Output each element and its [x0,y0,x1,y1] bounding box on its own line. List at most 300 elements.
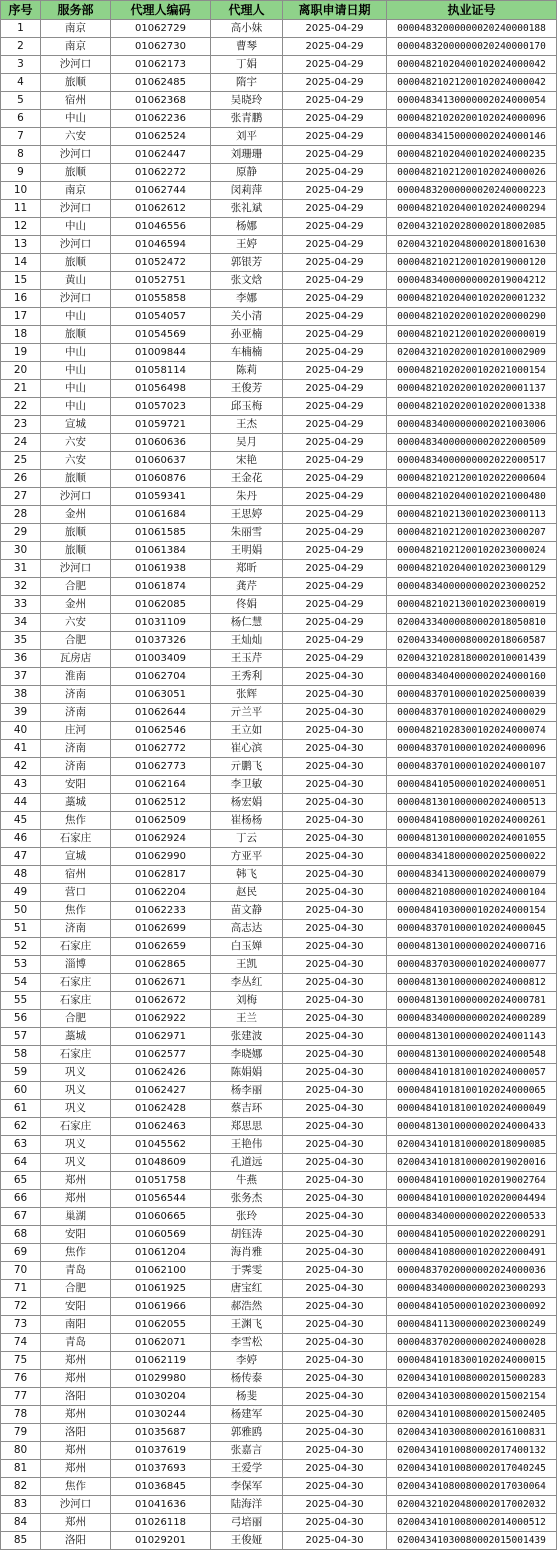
cell-service-dept: 中山 [41,398,111,416]
cell-service-dept: 安阳 [41,776,111,794]
cell-resign-date: 2025-04-30 [283,992,387,1010]
cell-resign-date: 2025-04-30 [283,1316,387,1334]
cell-index: 14 [1,254,41,272]
cell-resign-date: 2025-04-29 [283,146,387,164]
cell-license-no: 00004821028300102024000074 [387,722,557,740]
table-row [1,1298,557,1316]
cell-service-dept: 郑州 [41,1406,111,1424]
cell-index: 29 [1,524,41,542]
table-row [1,1190,557,1208]
cell-index: 26 [1,470,41,488]
cell-index: 17 [1,308,41,326]
cell-agent-name: 刘梅 [211,992,283,1010]
table-row [1,74,557,92]
cell-index: 71 [1,1280,41,1298]
table-row [1,632,557,650]
cell-agent-code: 01029980 [111,1370,211,1388]
cell-agent-code: 01037326 [111,632,211,650]
cell-index: 62 [1,1118,41,1136]
cell-index: 56 [1,1010,41,1028]
cell-agent-code: 01062428 [111,1100,211,1118]
cell-agent-name: 刘平 [211,128,283,146]
table-row [1,236,557,254]
cell-resign-date: 2025-04-29 [283,308,387,326]
cell-agent-name: 李丛红 [211,974,283,992]
cell-license-no: 00004821020400102020001232 [387,290,557,308]
cell-agent-code: 01030204 [111,1388,211,1406]
cell-index: 46 [1,830,41,848]
cell-service-dept: 黄山 [41,272,111,290]
cell-agent-name: 车楠楠 [211,344,283,362]
cell-index: 3 [1,56,41,74]
cell-agent-code: 01062922 [111,1010,211,1028]
cell-index: 58 [1,1046,41,1064]
cell-agent-name: 高小妹 [211,20,283,38]
cell-agent-name: 郑昕 [211,560,283,578]
cell-resign-date: 2025-04-30 [283,1100,387,1118]
cell-index: 70 [1,1262,41,1280]
table-row [1,218,557,236]
cell-service-dept: 沙河口 [41,290,111,308]
cell-index: 22 [1,398,41,416]
cell-license-no: 00004837010000102024000029 [387,704,557,722]
cell-agent-name: 张建波 [211,1028,283,1046]
cell-agent-code: 01062071 [111,1334,211,1352]
cell-agent-code: 01041636 [111,1496,211,1514]
cell-service-dept: 旅顺 [41,164,111,182]
cell-resign-date: 2025-04-30 [283,1136,387,1154]
cell-agent-name: 杨建军 [211,1406,283,1424]
cell-agent-code: 01060665 [111,1208,211,1226]
cell-resign-date: 2025-04-29 [283,362,387,380]
cell-index: 79 [1,1424,41,1442]
cell-service-dept: 济南 [41,920,111,938]
cell-agent-code: 01035687 [111,1424,211,1442]
table-row [1,704,557,722]
cell-resign-date: 2025-04-30 [283,758,387,776]
table-row [1,974,557,992]
cell-index: 47 [1,848,41,866]
cell-service-dept: 石家庄 [41,1046,111,1064]
cell-agent-name: 朱丹 [211,488,283,506]
cell-index: 54 [1,974,41,992]
table-row [1,272,557,290]
cell-agent-name: 王爱学 [211,1460,283,1478]
cell-license-no: 00004813010000002024000433 [387,1118,557,1136]
cell-agent-name: 蔡吉环 [211,1100,283,1118]
cell-resign-date: 2025-04-29 [283,92,387,110]
table-row [1,740,557,758]
cell-resign-date: 2025-04-30 [283,1118,387,1136]
cell-service-dept: 巩义 [41,1136,111,1154]
cell-agent-code: 01003409 [111,650,211,668]
cell-agent-name: 高志达 [211,920,283,938]
cell-service-dept: 石家庄 [41,992,111,1010]
cell-agent-name: 王婷 [211,236,283,254]
cell-index: 45 [1,812,41,830]
cell-service-dept: 巩义 [41,1082,111,1100]
cell-agent-code: 01058114 [111,362,211,380]
cell-license-no: 00004821020400102024000042 [387,56,557,74]
cell-index: 77 [1,1388,41,1406]
cell-agent-code: 01037693 [111,1460,211,1478]
cell-license-no: 02004341018100002018090085 [387,1136,557,1154]
cell-agent-name: 陈娟娟 [211,1064,283,1082]
cell-license-no: 00004837010000102025000039 [387,686,557,704]
cell-agent-name: 王俊芳 [211,380,283,398]
cell-agent-code: 01062729 [111,20,211,38]
cell-agent-code: 01062990 [111,848,211,866]
cell-agent-name: 方亚平 [211,848,283,866]
cell-agent-name: 吴晓玲 [211,92,283,110]
cell-resign-date: 2025-04-29 [283,380,387,398]
cell-agent-code: 01062463 [111,1118,211,1136]
cell-service-dept: 旅顺 [41,74,111,92]
cell-resign-date: 2025-04-30 [283,848,387,866]
cell-resign-date: 2025-04-30 [283,920,387,938]
cell-service-dept: 郑州 [41,1514,111,1532]
cell-license-no: 00004841030000102024000154 [387,902,557,920]
cell-license-no: 00004821021200102019000120 [387,254,557,272]
table-row [1,1082,557,1100]
cell-license-no: 00004821020400102021000480 [387,488,557,506]
cell-agent-name: 龚芹 [211,578,283,596]
table-row [1,1154,557,1172]
cell-resign-date: 2025-04-29 [283,578,387,596]
table-row [1,380,557,398]
table-row [1,650,557,668]
cell-service-dept: 济南 [41,704,111,722]
cell-resign-date: 2025-04-30 [283,1226,387,1244]
cell-service-dept: 青岛 [41,1262,111,1280]
cell-index: 57 [1,1028,41,1046]
cell-service-dept: 旅顺 [41,470,111,488]
cell-agent-code: 01062272 [111,164,211,182]
cell-resign-date: 2025-04-30 [283,902,387,920]
cell-index: 28 [1,506,41,524]
table-row [1,920,557,938]
cell-license-no: 00004834000000002022000533 [387,1208,557,1226]
table-row [1,1172,557,1190]
cell-index: 40 [1,722,41,740]
cell-index: 32 [1,578,41,596]
table-row [1,488,557,506]
cell-license-no: 02004334000080002018060587 [387,632,557,650]
cell-index: 10 [1,182,41,200]
cell-license-no: 00004841010000102019002764 [387,1172,557,1190]
cell-resign-date: 2025-04-29 [283,74,387,92]
table-row [1,1136,557,1154]
cell-agent-code: 01062546 [111,722,211,740]
cell-service-dept: 旅顺 [41,542,111,560]
cell-license-no: 00004821080000102024000104 [387,884,557,902]
cell-agent-name: 唐宝红 [211,1280,283,1298]
cell-resign-date: 2025-04-29 [283,110,387,128]
cell-service-dept: 藁城 [41,794,111,812]
cell-index: 75 [1,1352,41,1370]
cell-agent-name: 佟娟 [211,596,283,614]
cell-agent-code: 01046594 [111,236,211,254]
cell-index: 64 [1,1154,41,1172]
cell-agent-code: 01062426 [111,1064,211,1082]
cell-license-no: 02004341010080002017400132 [387,1442,557,1460]
cell-license-no: 00004813010000002024000548 [387,1046,557,1064]
table-row [1,686,557,704]
cell-agent-name: 弓培丽 [211,1514,283,1532]
cell-agent-code: 01029201 [111,1532,211,1550]
cell-license-no: 00004834000000002023000252 [387,578,557,596]
cell-service-dept: 合肥 [41,1280,111,1298]
cell-resign-date: 2025-04-30 [283,938,387,956]
cell-agent-name: 隋宇 [211,74,283,92]
cell-license-no: 00004841050000102022000291 [387,1226,557,1244]
cell-agent-name: 郝浩然 [211,1298,283,1316]
table-row [1,1514,557,1532]
cell-service-dept: 巩义 [41,1064,111,1082]
cell-index: 33 [1,596,41,614]
table-row [1,1028,557,1046]
cell-index: 12 [1,218,41,236]
table-row [1,1352,557,1370]
cell-resign-date: 2025-04-29 [283,434,387,452]
cell-index: 13 [1,236,41,254]
cell-agent-code: 01026118 [111,1514,211,1532]
cell-agent-code: 01061938 [111,560,211,578]
cell-agent-code: 01062924 [111,830,211,848]
cell-service-dept: 六安 [41,434,111,452]
cell-agent-name: 吴月 [211,434,283,452]
cell-license-no: 02004341030080002016100831 [387,1424,557,1442]
table-row [1,92,557,110]
cell-license-no: 00004821020200102021000154 [387,362,557,380]
cell-resign-date: 2025-04-30 [283,974,387,992]
cell-service-dept: 淄博 [41,956,111,974]
table-row [1,1478,557,1496]
cell-agent-code: 01062612 [111,200,211,218]
cell-service-dept: 郑州 [41,1190,111,1208]
cell-license-no: 00004837010000102024000045 [387,920,557,938]
cell-service-dept: 营口 [41,884,111,902]
cell-license-no: 00004821020200102020001137 [387,380,557,398]
cell-resign-date: 2025-04-30 [283,1514,387,1532]
table-row [1,1316,557,1334]
cell-license-no: 00004834000000002019004212 [387,272,557,290]
cell-service-dept: 宣城 [41,416,111,434]
cell-agent-name: 张玲 [211,1208,283,1226]
table-row [1,1280,557,1298]
cell-resign-date: 2025-04-29 [283,182,387,200]
table-row [1,362,557,380]
cell-agent-code: 01061204 [111,1244,211,1262]
cell-agent-name: 杨娜 [211,218,283,236]
cell-resign-date: 2025-04-30 [283,1460,387,1478]
cell-index: 6 [1,110,41,128]
cell-resign-date: 2025-04-30 [283,830,387,848]
cell-license-no: 00004841010000102020004494 [387,1190,557,1208]
header-service-dept: 服务部 [41,1,111,20]
cell-index: 24 [1,434,41,452]
cell-agent-name: 郭雅鸥 [211,1424,283,1442]
cell-index: 16 [1,290,41,308]
cell-service-dept: 南京 [41,182,111,200]
cell-license-no: 00004821020400102024000294 [387,200,557,218]
cell-agent-name: 亓鹏飞 [211,758,283,776]
table-row [1,668,557,686]
cell-agent-code: 01060636 [111,434,211,452]
cell-resign-date: 2025-04-30 [283,1370,387,1388]
cell-license-no: 00004834130000002024000054 [387,92,557,110]
cell-index: 51 [1,920,41,938]
cell-index: 61 [1,1100,41,1118]
cell-license-no: 00004813010000002024000513 [387,794,557,812]
cell-license-no: 00004841018300102024000015 [387,1352,557,1370]
cell-license-no: 02004341018100002019020016 [387,1154,557,1172]
cell-resign-date: 2025-04-30 [283,1190,387,1208]
cell-agent-name: 李娜 [211,290,283,308]
cell-service-dept: 金州 [41,596,111,614]
cell-agent-name: 王秀利 [211,668,283,686]
cell-agent-code: 01062524 [111,128,211,146]
cell-agent-name: 李保军 [211,1478,283,1496]
cell-agent-name: 于霁雯 [211,1262,283,1280]
cell-resign-date: 2025-04-29 [283,290,387,308]
cell-index: 36 [1,650,41,668]
cell-index: 68 [1,1226,41,1244]
cell-service-dept: 巩义 [41,1154,111,1172]
table-row [1,794,557,812]
cell-index: 8 [1,146,41,164]
table-row [1,830,557,848]
cell-service-dept: 焦作 [41,1478,111,1496]
cell-index: 85 [1,1532,41,1550]
cell-agent-name: 丁云 [211,830,283,848]
cell-agent-code: 01062233 [111,902,211,920]
cell-license-no: 02004321020480002018001630 [387,236,557,254]
cell-agent-code: 01060569 [111,1226,211,1244]
cell-agent-code: 01059721 [111,416,211,434]
table-row [1,1262,557,1280]
table-row [1,614,557,632]
cell-license-no: 02004321020480002017002032 [387,1496,557,1514]
cell-service-dept: 中山 [41,308,111,326]
cell-resign-date: 2025-04-30 [283,1208,387,1226]
cell-license-no: 00004834000000002022000509 [387,434,557,452]
cell-service-dept: 石家庄 [41,830,111,848]
cell-resign-date: 2025-04-29 [283,506,387,524]
cell-service-dept: 南京 [41,38,111,56]
cell-index: 80 [1,1442,41,1460]
cell-service-dept: 瓦房店 [41,650,111,668]
table-body [1,20,557,1550]
cell-agent-name: 曹琴 [211,38,283,56]
cell-agent-code: 01063051 [111,686,211,704]
table-row [1,326,557,344]
cell-agent-name: 王俊娅 [211,1532,283,1550]
cell-agent-code: 01057023 [111,398,211,416]
cell-agent-code: 01059341 [111,488,211,506]
cell-service-dept: 焦作 [41,902,111,920]
cell-resign-date: 2025-04-30 [283,1352,387,1370]
header-index: 序号 [1,1,41,20]
cell-license-no: 00004837010000102024000096 [387,740,557,758]
cell-agent-name: 李雪松 [211,1334,283,1352]
cell-license-no: 00004821021200102024000026 [387,164,557,182]
cell-resign-date: 2025-04-29 [283,326,387,344]
cell-index: 84 [1,1514,41,1532]
table-row [1,992,557,1010]
cell-resign-date: 2025-04-30 [283,686,387,704]
cell-license-no: 00004837030000102024000077 [387,956,557,974]
cell-license-no: 00004841050000102023000092 [387,1298,557,1316]
cell-index: 66 [1,1190,41,1208]
cell-license-no: 00004841018100102024000065 [387,1082,557,1100]
table-row [1,1100,557,1118]
cell-agent-name: 陆海洋 [211,1496,283,1514]
cell-license-no: 00004837010000102024000107 [387,758,557,776]
table-row [1,200,557,218]
table-row [1,20,557,38]
cell-index: 20 [1,362,41,380]
cell-index: 37 [1,668,41,686]
cell-index: 2 [1,38,41,56]
cell-agent-code: 01062817 [111,866,211,884]
table-row [1,542,557,560]
cell-license-no: 00004834130000002024000079 [387,866,557,884]
cell-agent-code: 01062119 [111,1352,211,1370]
cell-service-dept: 济南 [41,740,111,758]
cell-agent-code: 01056544 [111,1190,211,1208]
cell-service-dept: 沙河口 [41,56,111,74]
cell-resign-date: 2025-04-30 [283,1172,387,1190]
cell-resign-date: 2025-04-29 [283,560,387,578]
cell-license-no: 00004821020400102023000129 [387,560,557,578]
cell-resign-date: 2025-04-29 [283,344,387,362]
cell-agent-code: 01051758 [111,1172,211,1190]
cell-agent-name: 杨仁慧 [211,614,283,632]
cell-service-dept: 石家庄 [41,974,111,992]
cell-agent-name: 张嘉言 [211,1442,283,1460]
cell-agent-name: 韩飞 [211,866,283,884]
cell-agent-code: 01030244 [111,1406,211,1424]
cell-license-no: 00004841130000002023000249 [387,1316,557,1334]
cell-resign-date: 2025-04-30 [283,1424,387,1442]
table-row [1,1406,557,1424]
cell-license-no: 00004821021200102023000024 [387,542,557,560]
table-row [1,848,557,866]
cell-license-no: 00004821021200102020000019 [387,326,557,344]
cell-agent-code: 01062485 [111,74,211,92]
table-row [1,902,557,920]
cell-resign-date: 2025-04-29 [283,524,387,542]
header-agent-name: 代理人 [211,1,283,20]
cell-agent-name: 孙亚楠 [211,326,283,344]
cell-service-dept: 洛阳 [41,1424,111,1442]
cell-index: 4 [1,74,41,92]
cell-license-no: 02004334000080002018050810 [387,614,557,632]
cell-index: 49 [1,884,41,902]
cell-index: 42 [1,758,41,776]
cell-index: 67 [1,1208,41,1226]
cell-agent-name: 王金花 [211,470,283,488]
cell-service-dept: 郑州 [41,1460,111,1478]
cell-agent-code: 01052472 [111,254,211,272]
cell-resign-date: 2025-04-30 [283,740,387,758]
cell-license-no: 00004832000000020240000170 [387,38,557,56]
cell-service-dept: 沙河口 [41,560,111,578]
cell-index: 50 [1,902,41,920]
cell-agent-name: 陈莉 [211,362,283,380]
cell-license-no: 00004834000000002023000293 [387,1280,557,1298]
